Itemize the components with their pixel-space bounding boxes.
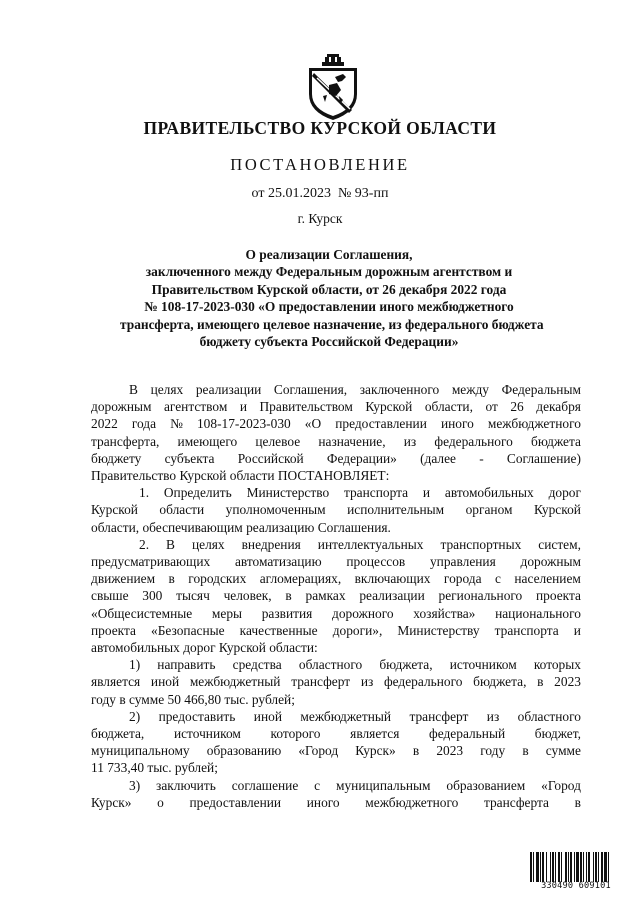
word: Российской bbox=[237, 450, 304, 466]
body-line: 11 733,40 тыс. рублей; bbox=[91, 760, 218, 776]
word: 2023 bbox=[554, 674, 581, 690]
word: целевое bbox=[255, 433, 301, 449]
word: и bbox=[573, 622, 581, 638]
title-line: Правительством Курской области, от 26 декабря 2022 года bbox=[151, 281, 507, 297]
body-line bbox=[91, 587, 581, 604]
word: области bbox=[159, 502, 205, 518]
barcode-bar bbox=[595, 852, 597, 882]
body-line bbox=[91, 570, 581, 587]
word: целях bbox=[191, 536, 225, 552]
word: в bbox=[285, 588, 292, 604]
word: трансферт bbox=[291, 674, 351, 690]
word: декабря bbox=[536, 399, 581, 415]
word: предоставлении bbox=[335, 416, 427, 432]
word: межбюджетный bbox=[189, 674, 281, 690]
barcode-bar bbox=[536, 852, 539, 882]
word: процессов bbox=[346, 554, 406, 570]
body-line bbox=[91, 398, 581, 415]
word: дорожного bbox=[332, 605, 394, 621]
word: образованием bbox=[446, 777, 526, 793]
body-line bbox=[91, 484, 581, 501]
word: в bbox=[168, 571, 175, 587]
word: трансферт bbox=[409, 708, 469, 724]
title-line: бюджету субъекта Российской Федерации» bbox=[199, 334, 459, 350]
word: в bbox=[522, 743, 529, 759]
body-line: области, обеспечивающим реализацию Соглашения. bbox=[91, 519, 391, 535]
word: с bbox=[494, 571, 501, 587]
word: муниципальным bbox=[336, 777, 431, 793]
word: дорожным bbox=[520, 554, 581, 570]
barcode-bar bbox=[550, 852, 551, 882]
word: источником bbox=[173, 726, 241, 742]
word: источником bbox=[449, 657, 517, 673]
word: соглашение bbox=[231, 777, 299, 793]
body-line: году в сумме 50 466,80 тыс. рублей; bbox=[91, 691, 295, 707]
body-line bbox=[91, 656, 581, 673]
word: и bbox=[422, 485, 431, 501]
word: свыше bbox=[91, 588, 129, 604]
word: сумме bbox=[545, 743, 581, 759]
word: в bbox=[537, 674, 544, 690]
word: иного bbox=[306, 794, 340, 810]
word: хозяйства» bbox=[413, 605, 476, 621]
word: городских bbox=[188, 571, 247, 587]
word: субъекта bbox=[164, 450, 215, 466]
word: образованию bbox=[206, 743, 282, 759]
word: автомобильных bbox=[444, 485, 534, 501]
word: целях bbox=[150, 382, 184, 397]
barcode-bar bbox=[533, 852, 534, 882]
word: Соглашения, bbox=[273, 382, 348, 397]
word: направить bbox=[157, 657, 216, 673]
word: Курск» bbox=[91, 794, 132, 810]
word: движением bbox=[91, 571, 156, 587]
word: назначение, bbox=[318, 433, 386, 449]
barcode-bar bbox=[542, 852, 544, 882]
word: с bbox=[314, 777, 321, 793]
word: заключить bbox=[156, 777, 216, 793]
body-line: автомобильных дорог Курской области: bbox=[91, 640, 318, 656]
word: дорожным bbox=[91, 399, 152, 415]
word: качественные bbox=[239, 622, 318, 638]
body-line bbox=[91, 433, 581, 450]
word: регионального bbox=[438, 588, 523, 604]
body-line bbox=[91, 415, 581, 432]
word: автоматизацию bbox=[234, 554, 322, 570]
word: бюджета, bbox=[379, 657, 433, 673]
word: является bbox=[350, 726, 400, 742]
word: систем, bbox=[538, 536, 581, 552]
word: органом bbox=[465, 502, 513, 518]
barcode-bar bbox=[580, 852, 582, 882]
body-line bbox=[91, 450, 581, 467]
document-date: от 25.01.2023 bbox=[251, 186, 331, 201]
word: предоставить bbox=[158, 708, 236, 724]
body-line bbox=[91, 794, 581, 811]
word: внедрения bbox=[241, 536, 301, 552]
resolution-title bbox=[120, 246, 544, 350]
barcode-bar bbox=[565, 852, 567, 882]
word: трансферта, bbox=[91, 433, 160, 449]
word: реализации bbox=[195, 382, 262, 397]
body-line bbox=[91, 501, 581, 518]
word: в bbox=[574, 794, 581, 810]
word: дороги», bbox=[332, 622, 383, 638]
word: рамках bbox=[305, 588, 346, 604]
word: 3) bbox=[129, 777, 141, 793]
barcode-bar bbox=[604, 852, 607, 882]
word: между bbox=[451, 382, 490, 397]
word: Правительством bbox=[259, 399, 353, 415]
barcode bbox=[530, 852, 622, 882]
title-line: заключенного между Федеральным дорожным агентством и bbox=[145, 264, 513, 280]
word: предусматривающих bbox=[91, 554, 211, 570]
barcode-bar bbox=[561, 852, 562, 882]
word: проекта bbox=[536, 588, 581, 604]
body-line: Правительство Курской области ПОСТАНОВЛЯЕТ: bbox=[91, 468, 390, 484]
word: агентством bbox=[163, 399, 228, 415]
barcode-bar bbox=[552, 852, 554, 882]
word: и bbox=[239, 399, 247, 415]
word: Курск» bbox=[355, 743, 396, 759]
barcode-number: 330490 609101 bbox=[541, 881, 611, 891]
barcode-bar bbox=[540, 852, 541, 882]
barcode-bar bbox=[588, 852, 590, 882]
date-number-line bbox=[0, 186, 640, 202]
word: федеральный bbox=[429, 726, 506, 742]
barcode-bar bbox=[583, 852, 584, 882]
word: управления bbox=[429, 554, 496, 570]
barcode-bar bbox=[570, 852, 572, 882]
word: развития bbox=[261, 605, 313, 621]
word: 2. bbox=[139, 536, 150, 552]
body-line bbox=[91, 553, 581, 570]
word: 1. bbox=[139, 485, 150, 501]
title-line: № 108-17-2023-030 «О предоставлении иного межбюджетного bbox=[144, 299, 514, 315]
word: области, bbox=[424, 399, 473, 415]
word: предоставлении bbox=[189, 794, 282, 810]
word: Министерство bbox=[246, 485, 330, 501]
barcode-bar bbox=[576, 852, 579, 882]
body-line bbox=[91, 708, 581, 725]
word: «Общесистемные bbox=[91, 605, 193, 621]
word: федерального bbox=[383, 674, 463, 690]
barcode-bar bbox=[555, 852, 556, 882]
resolution-body bbox=[91, 381, 581, 811]
word: средства bbox=[232, 657, 282, 673]
word: межбюджетный bbox=[300, 708, 392, 724]
body-line bbox=[91, 725, 581, 742]
word: Курской bbox=[91, 502, 138, 518]
word: города bbox=[443, 571, 482, 587]
word: транспорта bbox=[494, 622, 559, 638]
word: населением bbox=[514, 571, 581, 587]
word: 2023 bbox=[436, 743, 464, 759]
word: исполнительным bbox=[347, 502, 445, 518]
word: 1) bbox=[129, 657, 141, 673]
word: года bbox=[131, 416, 157, 432]
word: трансферта bbox=[483, 794, 549, 810]
word: из bbox=[403, 433, 417, 449]
word: бюджет, bbox=[534, 726, 581, 742]
word: является bbox=[91, 674, 141, 690]
word: 108-17-2023-030 bbox=[196, 416, 291, 432]
title-line: трансферта, имеющего целевое назначение, из федерального бюджета bbox=[120, 316, 544, 332]
word: иной bbox=[253, 708, 282, 724]
title-line: О реализации Соглашения, bbox=[245, 247, 413, 262]
word: интеллектуальных bbox=[317, 536, 424, 552]
word: 300 bbox=[142, 588, 163, 604]
word: межбюджетного bbox=[487, 416, 581, 432]
barcode-bar bbox=[598, 852, 599, 882]
word: от bbox=[485, 399, 498, 415]
word: «Безопасные bbox=[151, 622, 225, 638]
city: г. Курск bbox=[297, 211, 343, 226]
barcode-bar bbox=[568, 852, 569, 882]
word: реализации bbox=[359, 588, 425, 604]
word: муниципальному bbox=[91, 743, 190, 759]
body-line bbox=[91, 536, 581, 553]
word: 2022 bbox=[91, 416, 118, 432]
body-line bbox=[91, 381, 581, 398]
word: 26 bbox=[510, 399, 524, 415]
word: которого bbox=[270, 726, 321, 742]
word: бюджета bbox=[531, 433, 581, 449]
body-line bbox=[91, 622, 581, 639]
word: В bbox=[129, 382, 138, 397]
word: тысяч bbox=[176, 588, 210, 604]
barcode-bar bbox=[601, 852, 603, 882]
word: Федерации» bbox=[326, 450, 397, 466]
word: иного bbox=[440, 416, 474, 432]
word: областного bbox=[517, 708, 581, 724]
word: проекта bbox=[91, 622, 136, 638]
word: национального bbox=[495, 605, 581, 621]
word: Курской bbox=[533, 502, 581, 518]
body-line bbox=[91, 673, 581, 690]
barcode-bar bbox=[558, 852, 560, 882]
word: федерального bbox=[434, 433, 513, 449]
word: которых bbox=[533, 657, 581, 673]
word: бюджета, bbox=[473, 674, 527, 690]
word: (далее bbox=[420, 450, 456, 466]
word: о bbox=[157, 794, 164, 810]
word: Соглашение) bbox=[506, 450, 581, 466]
barcode-bar bbox=[593, 852, 594, 882]
word: бюджета, bbox=[91, 726, 145, 742]
word: имеющего bbox=[177, 433, 238, 449]
barcode-bar bbox=[608, 852, 609, 882]
barcode-bar bbox=[586, 852, 587, 882]
word: В bbox=[166, 536, 175, 552]
kursk-coat-of-arms-icon bbox=[305, 52, 361, 122]
word: транспортных bbox=[440, 536, 522, 552]
word: межбюджетного bbox=[365, 794, 459, 810]
word: № bbox=[170, 416, 183, 432]
word: бюджету bbox=[91, 450, 142, 466]
word: дорог bbox=[548, 485, 581, 501]
word: иной bbox=[150, 674, 180, 690]
word: Определить bbox=[163, 485, 232, 501]
barcode-bar bbox=[574, 852, 575, 882]
word: Федеральным bbox=[501, 382, 581, 397]
word: из bbox=[360, 674, 374, 690]
body-line bbox=[91, 742, 581, 759]
word: включающих bbox=[354, 571, 431, 587]
word: Курской bbox=[365, 399, 413, 415]
word: областного bbox=[298, 657, 363, 673]
word: году bbox=[480, 743, 506, 759]
word: меры bbox=[211, 605, 243, 621]
barcode-bar bbox=[546, 852, 547, 882]
document-type: ПОСТАНОВЛЕНИЕ bbox=[230, 155, 410, 174]
word: «Город bbox=[541, 777, 581, 793]
word: 2) bbox=[129, 708, 141, 724]
barcode-bar bbox=[530, 852, 532, 882]
word: «Город bbox=[298, 743, 339, 759]
word: - bbox=[479, 450, 484, 466]
word: уполномоченным bbox=[225, 502, 326, 518]
body-line bbox=[91, 605, 581, 622]
word: из bbox=[486, 708, 500, 724]
word: транспорта bbox=[343, 485, 409, 501]
organization-name: ПРАВИТЕЛЬСТВО КУРСКОЙ ОБЛАСТИ bbox=[143, 118, 497, 138]
word: заключенного bbox=[359, 382, 440, 397]
word: в bbox=[412, 743, 420, 759]
word: агломерациях, bbox=[259, 571, 342, 587]
word: Министерству bbox=[397, 622, 480, 638]
word: «О bbox=[304, 416, 322, 432]
document-number: № 93-пп bbox=[337, 186, 389, 201]
body-line bbox=[91, 777, 581, 794]
word: человек, bbox=[223, 588, 272, 604]
